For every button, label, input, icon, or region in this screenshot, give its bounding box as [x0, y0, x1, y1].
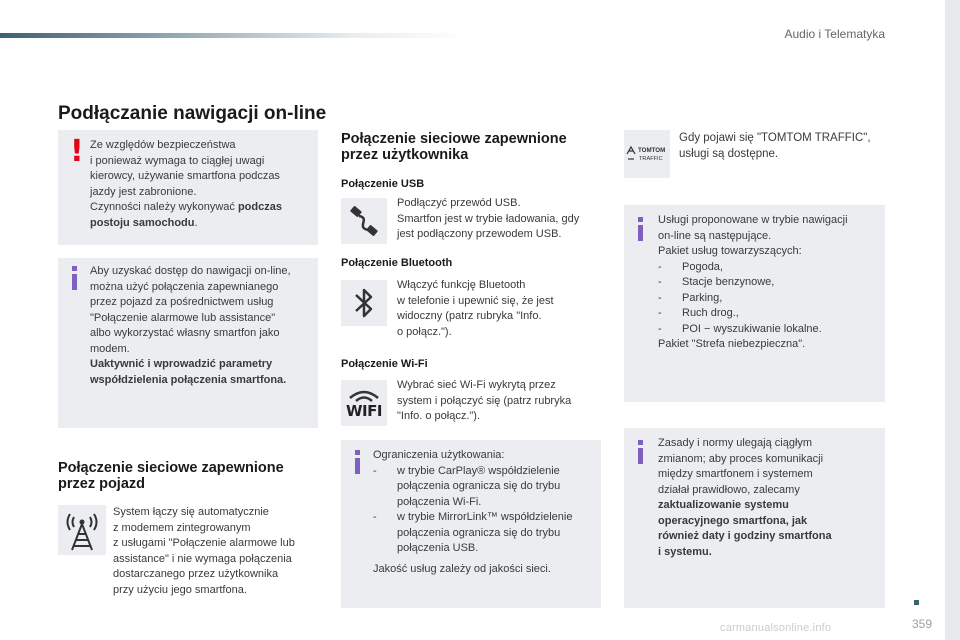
bluetooth-heading: Połączenie Bluetooth — [341, 257, 453, 269]
watermark: carmanualsonline.info — [720, 622, 832, 634]
page-title: Podłączanie nawigacji on-line — [58, 103, 327, 124]
rules-text: Zasady i normy ulegają ciągłym zmianom; aby proces komunikacji między smartfonem i systemem działał prawidłowo, zalecamy zaktualizowanie systemu operacyjnego smartfona, jak również daty i godziny smartfona i systemu. — [658, 437, 832, 558]
info-text: Aby uzyskać dostęp do nawigacji on-line, można użyć połączenia zapewnianego przez pojazd za pośrednictwem usług "Połączenie alarmowe lub assistance" albo wykorzystać własny smartfon jako modem. Uaktywnić i wprowadzić parametry współdzielenia połączenia smartfona. — [90, 265, 291, 386]
service-item: - POI − wyszukiwanie lokalne. — [658, 322, 883, 338]
warning-icon: ! — [70, 134, 84, 169]
usb-heading: Połączenie USB — [341, 178, 425, 190]
header-bar — [0, 33, 470, 38]
vehicle-section-title: Połączenie sieciowe zapewnione przez pojazd — [58, 460, 284, 492]
tomtom-icon-line2: TRAFFIC — [639, 156, 663, 162]
bluetooth-icon — [349, 285, 379, 321]
user-section-title: Połączenie sieciowe zapewnione przez użytkownika — [341, 131, 567, 163]
service-item: - Ruch drog., — [658, 306, 883, 322]
wifi-heading: Połączenie Wi-Fi — [341, 358, 428, 370]
page-edge-strip — [945, 0, 960, 640]
service-item: - Parking, — [658, 291, 883, 307]
usb-icon-box — [341, 198, 387, 244]
service-item: - Pogoda, — [658, 260, 883, 276]
wifi-text: Wybrać sieć Wi-Fi wykrytą przez system i połączyć się (patrz rubryka "Info. o połącz."). — [397, 379, 572, 422]
limit-item-carplay: - w trybie CarPlay® współdzielenie połączenia ogranicza się do trybu połączenia Wi-Fi. — [373, 464, 601, 511]
rules-box — [624, 428, 885, 608]
services-box — [624, 205, 885, 402]
section-label: Audio i Telematyka — [784, 27, 885, 41]
warning-text: Ze względów bezpieczeństwa i ponieważ wymaga to ciągłej uwagi kierowcy, używanie smartfona podczas jazdy jest zabronione. Czynności należy wykonywać podczas postoju samochodu. — [90, 139, 282, 229]
page-marker — [914, 600, 919, 605]
services-text: Usługi proponowane w trybie nawigacji on-line są następujące. Pakiet usług towarzyszących: - Pogoda, - Stacje benzynowe, - Parking, - Ruch drog., - POI − wyszukiwanie lokalne. Pakiet "Strefa niebezpieczna". — [658, 213, 883, 353]
warning-box — [58, 130, 318, 245]
limit-item-mirrorlink: - w trybie MirrorLink™ współdzielenie połączenia ogranicza się do trybu połączenia USB. — [373, 510, 601, 557]
usb-cable-icon — [345, 202, 383, 240]
tomtom-text: Gdy pojawi się "TOMTOM TRAFFIC", usługi są dostępne. — [679, 132, 871, 160]
bluetooth-text: Włączyć funkcję Bluetooth w telefonie i upewnić się, że jest widoczny (patrz rubryka "Info. o połącz."). — [397, 279, 554, 338]
tomtom-icon-box — [624, 130, 670, 178]
usage-limits-text: Ograniczenia użytkowania: - w trybie CarPlay® współdzielenie połączenia ogranicza się do trybu połączenia Wi-Fi. - w trybie MirrorLink™ współdzielenie połączenia ogranicza się do trybu połączenia USB. Jakość usług zależy od jakości sieci. — [373, 448, 601, 577]
wifi-icon-label: WIFI — [346, 401, 382, 420]
antenna-icon — [62, 508, 102, 552]
page-number: 359 — [912, 617, 933, 631]
tomtom-icon-line1: TOMTOM — [638, 147, 666, 154]
bluetooth-icon-box — [341, 280, 387, 326]
usage-limits-box — [341, 440, 601, 608]
wifi-icon-box — [341, 380, 387, 426]
usb-text: Podłączyć przewód USB. Smartfon jest w trybie ładowania, gdy jest podłączony przewodem USB. — [397, 197, 580, 240]
tomtom-traffic-icon — [625, 144, 669, 164]
antenna-icon-box — [58, 505, 106, 555]
vehicle-text: System łączy się automatycznie z modemem zintegrowanym z usługami "Połączenie alarmowe lub assistance" i nie wymaga połączenia dostarczanego przez użytkownika przy użyciu jego smartfona. — [113, 506, 295, 596]
service-item: - Stacje benzynowe, — [658, 275, 883, 291]
info-box-online-access — [58, 258, 318, 428]
